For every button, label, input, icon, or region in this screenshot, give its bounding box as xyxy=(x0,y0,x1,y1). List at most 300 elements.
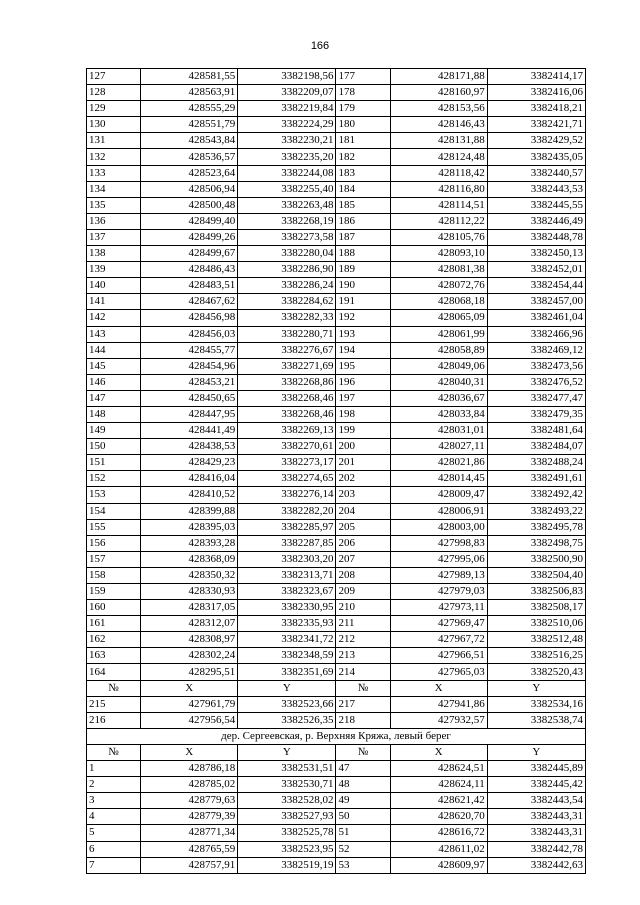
point-number-cell: 156 xyxy=(87,535,141,551)
point-number-cell: 217 xyxy=(336,696,390,712)
x-header: X xyxy=(141,744,238,760)
y-coordinate-cell: 3382534,16 xyxy=(487,696,585,712)
point-number-cell: 203 xyxy=(336,487,390,503)
y-coordinate-cell: 3382500,90 xyxy=(487,551,585,567)
x-coordinate-cell: 428609,97 xyxy=(390,857,487,873)
y-coordinate-cell: 3382219,84 xyxy=(238,101,336,117)
y-coordinate-cell: 3382282,33 xyxy=(238,310,336,326)
table-row xyxy=(87,696,586,712)
point-number-cell: 158 xyxy=(87,567,141,583)
table-row xyxy=(87,374,586,390)
y-coordinate-cell: 3382512,48 xyxy=(487,632,585,648)
point-number-cell: 180 xyxy=(336,117,390,133)
point-number-cell: 1 xyxy=(87,761,141,777)
y-coordinate-cell: 3382445,42 xyxy=(487,777,585,793)
point-number-cell: 146 xyxy=(87,374,141,390)
y-coordinate-cell: 3382510,06 xyxy=(487,616,585,632)
point-number-cell: 137 xyxy=(87,229,141,245)
x-coordinate-cell: 428118,42 xyxy=(390,165,487,181)
point-number-cell: 206 xyxy=(336,535,390,551)
y-coordinate-cell: 3382269,13 xyxy=(238,423,336,439)
point-number-cell: 162 xyxy=(87,632,141,648)
y-coordinate-cell: 3382276,14 xyxy=(238,487,336,503)
x-coordinate-cell: 428757,91 xyxy=(141,857,238,873)
y-coordinate-cell: 3382504,40 xyxy=(487,567,585,583)
point-number-cell: 130 xyxy=(87,117,141,133)
point-number-cell: 210 xyxy=(336,600,390,616)
page-number: 166 xyxy=(310,40,330,52)
point-number-cell: 141 xyxy=(87,294,141,310)
y-coordinate-cell: 3382484,07 xyxy=(487,439,585,455)
table-row xyxy=(87,455,586,471)
table-row xyxy=(87,69,586,85)
table-row xyxy=(87,278,586,294)
y-coordinate-cell: 3382445,89 xyxy=(487,761,585,777)
point-number-cell: 144 xyxy=(87,342,141,358)
table-row xyxy=(87,648,586,664)
y-coordinate-cell: 3382476,52 xyxy=(487,374,585,390)
point-number-cell: 216 xyxy=(87,712,141,728)
x-coordinate-cell: 428555,29 xyxy=(141,101,238,117)
point-number-cell: 182 xyxy=(336,149,390,165)
x-coordinate-cell: 428093,10 xyxy=(390,246,487,262)
point-number-cell: 184 xyxy=(336,181,390,197)
point-number-cell: 181 xyxy=(336,133,390,149)
x-coordinate-cell: 428429,23 xyxy=(141,455,238,471)
y-coordinate-cell: 3382416,06 xyxy=(487,85,585,101)
x-coordinate-cell: 428441,49 xyxy=(141,423,238,439)
y-coordinate-cell: 3382263,48 xyxy=(238,197,336,213)
table-row xyxy=(87,101,586,117)
y-coordinate-cell: 3382523,95 xyxy=(238,841,336,857)
y-coordinate-cell: 3382287,85 xyxy=(238,535,336,551)
table-row xyxy=(87,197,586,213)
table-row xyxy=(87,600,586,616)
table-row xyxy=(87,841,586,857)
y-coordinate-cell: 3382516,25 xyxy=(487,648,585,664)
point-number-cell: 193 xyxy=(336,326,390,342)
x-coordinate-cell: 428765,59 xyxy=(141,841,238,857)
y-coordinate-cell: 3382280,71 xyxy=(238,326,336,342)
y-coordinate-cell: 3382351,69 xyxy=(238,664,336,680)
y-coordinate-cell: 3382244,08 xyxy=(238,165,336,181)
x-coordinate-cell: 428454,96 xyxy=(141,358,238,374)
y-coordinate-cell: 3382282,20 xyxy=(238,503,336,519)
y-coordinate-cell: 3382481,64 xyxy=(487,423,585,439)
y-coordinate-cell: 3382276,67 xyxy=(238,342,336,358)
table-row xyxy=(87,262,586,278)
point-number-cell: 53 xyxy=(336,857,390,873)
y-coordinate-cell: 3382273,17 xyxy=(238,455,336,471)
x-coordinate-cell: 428021,86 xyxy=(390,455,487,471)
point-number-cell: 198 xyxy=(336,406,390,422)
point-number-cell: 212 xyxy=(336,632,390,648)
x-coordinate-cell: 428308,97 xyxy=(141,632,238,648)
x-coordinate-cell: 428456,03 xyxy=(141,326,238,342)
point-number-cell: 6 xyxy=(87,841,141,857)
point-number-cell: 4 xyxy=(87,809,141,825)
table-row xyxy=(87,133,586,149)
y-coordinate-cell: 3382491,61 xyxy=(487,471,585,487)
y-coordinate-cell: 3382443,31 xyxy=(487,809,585,825)
x-coordinate-cell: 427956,54 xyxy=(141,712,238,728)
x-coordinate-cell: 428124,48 xyxy=(390,149,487,165)
point-number-cell: 155 xyxy=(87,519,141,535)
x-coordinate-cell: 428072,76 xyxy=(390,278,487,294)
point-number-cell: 199 xyxy=(336,423,390,439)
point-number-cell: 148 xyxy=(87,406,141,422)
y-coordinate-cell: 3382442,78 xyxy=(487,841,585,857)
point-number-cell: 213 xyxy=(336,648,390,664)
point-number-cell: 150 xyxy=(87,439,141,455)
x-coordinate-cell: 428116,80 xyxy=(390,181,487,197)
y-coordinate-cell: 3382506,83 xyxy=(487,584,585,600)
x-coordinate-cell: 428027,11 xyxy=(390,439,487,455)
point-number-cell: 160 xyxy=(87,600,141,616)
coordinates-table xyxy=(86,68,586,874)
y-coordinate-cell: 3382313,71 xyxy=(238,567,336,583)
x-coordinate-cell: 428033,84 xyxy=(390,406,487,422)
x-coordinate-cell: 428467,62 xyxy=(141,294,238,310)
y-coordinate-cell: 3382450,13 xyxy=(487,246,585,262)
point-number-cell: 194 xyxy=(336,342,390,358)
x-coordinate-cell: 428438,53 xyxy=(141,439,238,455)
point-number-cell: 177 xyxy=(336,69,390,85)
table-row xyxy=(87,390,586,406)
point-number-cell: 134 xyxy=(87,181,141,197)
y-coordinate-cell: 3382448,78 xyxy=(487,229,585,245)
table-row xyxy=(87,535,586,551)
x-coordinate-cell: 428523,64 xyxy=(141,165,238,181)
x-coordinate-cell: 427989,13 xyxy=(390,567,487,583)
x-coordinate-cell: 428771,34 xyxy=(141,825,238,841)
y-header: Y xyxy=(238,744,336,760)
point-number-cell: 201 xyxy=(336,455,390,471)
x-coordinate-cell: 428312,07 xyxy=(141,616,238,632)
y-coordinate-cell: 3382274,65 xyxy=(238,471,336,487)
point-number-cell: 161 xyxy=(87,616,141,632)
table-row xyxy=(87,423,586,439)
point-number-cell: 50 xyxy=(336,809,390,825)
table-row xyxy=(87,229,586,245)
y-coordinate-cell: 3382526,35 xyxy=(238,712,336,728)
table-row xyxy=(87,809,586,825)
x-coordinate-cell: 428146,43 xyxy=(390,117,487,133)
y-coordinate-cell: 3382488,24 xyxy=(487,455,585,471)
table-row xyxy=(87,358,586,374)
point-number-cell: 157 xyxy=(87,551,141,567)
x-coordinate-cell: 427973,11 xyxy=(390,600,487,616)
y-header: Y xyxy=(487,744,585,760)
table-row xyxy=(87,342,586,358)
x-coordinate-cell: 427969,47 xyxy=(390,616,487,632)
x-coordinate-cell: 428330,93 xyxy=(141,584,238,600)
y-coordinate-cell: 3382457,00 xyxy=(487,294,585,310)
y-coordinate-cell: 3382493,22 xyxy=(487,503,585,519)
point-number-cell: 197 xyxy=(336,390,390,406)
point-number-cell: 202 xyxy=(336,471,390,487)
table-row xyxy=(87,503,586,519)
y-coordinate-cell: 3382209,07 xyxy=(238,85,336,101)
x-coordinate-cell: 427965,03 xyxy=(390,664,487,680)
point-number-cell: 185 xyxy=(336,197,390,213)
point-number-cell: 51 xyxy=(336,825,390,841)
table-header-row xyxy=(87,744,586,760)
point-number-cell: 131 xyxy=(87,133,141,149)
x-coordinate-cell: 428456,98 xyxy=(141,310,238,326)
x-coordinate-cell: 428153,56 xyxy=(390,101,487,117)
table-row xyxy=(87,857,586,873)
y-coordinate-cell: 3382268,46 xyxy=(238,406,336,422)
point-number-cell: 215 xyxy=(87,696,141,712)
y-coordinate-cell: 3382466,96 xyxy=(487,326,585,342)
point-number-cell: 127 xyxy=(87,69,141,85)
x-coordinate-cell: 428581,55 xyxy=(141,69,238,85)
number-header: № xyxy=(87,744,141,760)
x-coordinate-cell: 427967,72 xyxy=(390,632,487,648)
y-coordinate-cell: 3382280,04 xyxy=(238,246,336,262)
table-row xyxy=(87,584,586,600)
x-coordinate-cell: 428410,52 xyxy=(141,487,238,503)
point-number-cell: 5 xyxy=(87,825,141,841)
x-coordinate-cell: 428003,00 xyxy=(390,519,487,535)
point-number-cell: 136 xyxy=(87,213,141,229)
point-number-cell: 192 xyxy=(336,310,390,326)
point-number-cell: 163 xyxy=(87,648,141,664)
point-number-cell: 2 xyxy=(87,777,141,793)
point-number-cell: 154 xyxy=(87,503,141,519)
x-coordinate-cell: 428620,70 xyxy=(390,809,487,825)
y-coordinate-cell: 3382443,54 xyxy=(487,793,585,809)
y-coordinate-cell: 3382445,55 xyxy=(487,197,585,213)
y-coordinate-cell: 3382418,21 xyxy=(487,101,585,117)
x-header: X xyxy=(141,680,238,696)
x-coordinate-cell: 428499,67 xyxy=(141,246,238,262)
y-coordinate-cell: 3382479,35 xyxy=(487,406,585,422)
point-number-cell: 204 xyxy=(336,503,390,519)
point-number-cell: 149 xyxy=(87,423,141,439)
x-header: X xyxy=(390,680,487,696)
x-coordinate-cell: 428486,43 xyxy=(141,262,238,278)
point-number-cell: 189 xyxy=(336,262,390,278)
point-number-cell: 138 xyxy=(87,246,141,262)
x-header: X xyxy=(390,744,487,760)
point-number-cell: 205 xyxy=(336,519,390,535)
x-coordinate-cell: 427941,86 xyxy=(390,696,487,712)
x-coordinate-cell: 428112,22 xyxy=(390,213,487,229)
point-number-cell: 164 xyxy=(87,664,141,680)
x-coordinate-cell: 428040,31 xyxy=(390,374,487,390)
y-coordinate-cell: 3382531,51 xyxy=(238,761,336,777)
y-coordinate-cell: 3382442,63 xyxy=(487,857,585,873)
y-coordinate-cell: 3382473,56 xyxy=(487,358,585,374)
point-number-cell: 49 xyxy=(336,793,390,809)
x-coordinate-cell: 428551,79 xyxy=(141,117,238,133)
table-row xyxy=(87,406,586,422)
x-coordinate-cell: 428049,06 xyxy=(390,358,487,374)
table-row xyxy=(87,471,586,487)
point-number-cell: 207 xyxy=(336,551,390,567)
y-coordinate-cell: 3382284,62 xyxy=(238,294,336,310)
y-coordinate-cell: 3382520,43 xyxy=(487,664,585,680)
y-coordinate-cell: 3382273,58 xyxy=(238,229,336,245)
x-coordinate-cell: 428624,51 xyxy=(390,761,487,777)
y-coordinate-cell: 3382348,59 xyxy=(238,648,336,664)
x-coordinate-cell: 428081,38 xyxy=(390,262,487,278)
table-row xyxy=(87,616,586,632)
table-row xyxy=(87,567,586,583)
point-number-cell: 128 xyxy=(87,85,141,101)
point-number-cell: 133 xyxy=(87,165,141,181)
x-coordinate-cell: 428350,32 xyxy=(141,567,238,583)
table-row xyxy=(87,793,586,809)
table-row xyxy=(87,181,586,197)
x-coordinate-cell: 428416,04 xyxy=(141,471,238,487)
point-number-cell: 153 xyxy=(87,487,141,503)
table-row xyxy=(87,326,586,342)
y-coordinate-cell: 3382508,17 xyxy=(487,600,585,616)
point-number-cell: 200 xyxy=(336,439,390,455)
x-coordinate-cell: 428171,88 xyxy=(390,69,487,85)
y-coordinate-cell: 3382519,19 xyxy=(238,857,336,873)
x-coordinate-cell: 428785,02 xyxy=(141,777,238,793)
x-coordinate-cell: 428014,45 xyxy=(390,471,487,487)
y-coordinate-cell: 3382429,52 xyxy=(487,133,585,149)
x-coordinate-cell: 428114,51 xyxy=(390,197,487,213)
x-coordinate-cell: 428068,18 xyxy=(390,294,487,310)
point-number-cell: 7 xyxy=(87,857,141,873)
point-number-cell: 129 xyxy=(87,101,141,117)
table-row xyxy=(87,632,586,648)
y-coordinate-cell: 3382286,90 xyxy=(238,262,336,278)
table-row xyxy=(87,664,586,680)
x-coordinate-cell: 427998,83 xyxy=(390,535,487,551)
table-row xyxy=(87,439,586,455)
y-coordinate-cell: 3382477,47 xyxy=(487,390,585,406)
y-coordinate-cell: 3382270,61 xyxy=(238,439,336,455)
table-row xyxy=(87,246,586,262)
x-coordinate-cell: 428105,76 xyxy=(390,229,487,245)
y-coordinate-cell: 3382498,75 xyxy=(487,535,585,551)
section-title: дер. Сергеевская, р. Верхняя Кряжа, левый берег xyxy=(87,728,586,744)
number-header: № xyxy=(336,680,390,696)
point-number-cell: 145 xyxy=(87,358,141,374)
x-coordinate-cell: 428500,48 xyxy=(141,197,238,213)
number-header: № xyxy=(87,680,141,696)
point-number-cell: 191 xyxy=(336,294,390,310)
x-coordinate-cell: 428031,01 xyxy=(390,423,487,439)
point-number-cell: 151 xyxy=(87,455,141,471)
table-row xyxy=(87,85,586,101)
y-coordinate-cell: 3382268,19 xyxy=(238,213,336,229)
y-coordinate-cell: 3382440,57 xyxy=(487,165,585,181)
y-coordinate-cell: 3382492,42 xyxy=(487,487,585,503)
x-coordinate-cell: 428450,65 xyxy=(141,390,238,406)
x-coordinate-cell: 428616,72 xyxy=(390,825,487,841)
x-coordinate-cell: 428317,05 xyxy=(141,600,238,616)
x-coordinate-cell: 428455,77 xyxy=(141,342,238,358)
x-coordinate-cell: 428453,21 xyxy=(141,374,238,390)
y-coordinate-cell: 3382335,93 xyxy=(238,616,336,632)
table-row xyxy=(87,777,586,793)
table-row xyxy=(87,712,586,728)
y-coordinate-cell: 3382461,04 xyxy=(487,310,585,326)
point-number-cell: 52 xyxy=(336,841,390,857)
y-coordinate-cell: 3382443,31 xyxy=(487,825,585,841)
y-coordinate-cell: 3382224,29 xyxy=(238,117,336,133)
x-coordinate-cell: 428036,67 xyxy=(390,390,487,406)
y-coordinate-cell: 3382523,66 xyxy=(238,696,336,712)
x-coordinate-cell: 427966,51 xyxy=(390,648,487,664)
x-coordinate-cell: 428536,57 xyxy=(141,149,238,165)
y-coordinate-cell: 3382271,69 xyxy=(238,358,336,374)
y-coordinate-cell: 3382469,12 xyxy=(487,342,585,358)
x-coordinate-cell: 428543,84 xyxy=(141,133,238,149)
x-coordinate-cell: 428779,63 xyxy=(141,793,238,809)
y-header: Y xyxy=(487,680,585,696)
x-coordinate-cell: 427979,03 xyxy=(390,584,487,600)
x-coordinate-cell: 428611,02 xyxy=(390,841,487,857)
x-coordinate-cell: 427961,79 xyxy=(141,696,238,712)
y-coordinate-cell: 3382303,20 xyxy=(238,551,336,567)
y-coordinate-cell: 3382414,17 xyxy=(487,69,585,85)
y-coordinate-cell: 3382538,74 xyxy=(487,712,585,728)
point-number-cell: 3 xyxy=(87,793,141,809)
y-coordinate-cell: 3382452,01 xyxy=(487,262,585,278)
y-coordinate-cell: 3382341,72 xyxy=(238,632,336,648)
point-number-cell: 195 xyxy=(336,358,390,374)
point-number-cell: 208 xyxy=(336,567,390,583)
y-coordinate-cell: 3382286,24 xyxy=(238,278,336,294)
point-number-cell: 178 xyxy=(336,85,390,101)
x-coordinate-cell: 428393,28 xyxy=(141,535,238,551)
x-coordinate-cell: 428499,26 xyxy=(141,229,238,245)
point-number-cell: 209 xyxy=(336,584,390,600)
point-number-cell: 132 xyxy=(87,149,141,165)
point-number-cell: 140 xyxy=(87,278,141,294)
y-coordinate-cell: 3382527,93 xyxy=(238,809,336,825)
x-coordinate-cell: 428779,39 xyxy=(141,809,238,825)
x-coordinate-cell: 427995,06 xyxy=(390,551,487,567)
point-number-cell: 188 xyxy=(336,246,390,262)
point-number-cell: 214 xyxy=(336,664,390,680)
y-coordinate-cell: 3382435,05 xyxy=(487,149,585,165)
y-coordinate-cell: 3382528,02 xyxy=(238,793,336,809)
table-row xyxy=(87,294,586,310)
x-coordinate-cell: 428621,42 xyxy=(390,793,487,809)
x-coordinate-cell: 428065,09 xyxy=(390,310,487,326)
x-coordinate-cell: 428483,51 xyxy=(141,278,238,294)
x-coordinate-cell: 428399,88 xyxy=(141,503,238,519)
table-row xyxy=(87,213,586,229)
table-row xyxy=(87,551,586,567)
y-coordinate-cell: 3382268,86 xyxy=(238,374,336,390)
x-coordinate-cell: 428295,51 xyxy=(141,664,238,680)
table-header-row xyxy=(87,680,586,696)
point-number-cell: 159 xyxy=(87,584,141,600)
x-coordinate-cell: 428061,99 xyxy=(390,326,487,342)
y-coordinate-cell: 3382454,44 xyxy=(487,278,585,294)
table-row xyxy=(87,519,586,535)
x-coordinate-cell: 428563,91 xyxy=(141,85,238,101)
point-number-cell: 147 xyxy=(87,390,141,406)
y-coordinate-cell: 3382446,49 xyxy=(487,213,585,229)
x-coordinate-cell: 428624,11 xyxy=(390,777,487,793)
section-title-row xyxy=(87,728,586,744)
point-number-cell: 211 xyxy=(336,616,390,632)
y-coordinate-cell: 3382198,56 xyxy=(238,69,336,85)
y-coordinate-cell: 3382268,46 xyxy=(238,390,336,406)
